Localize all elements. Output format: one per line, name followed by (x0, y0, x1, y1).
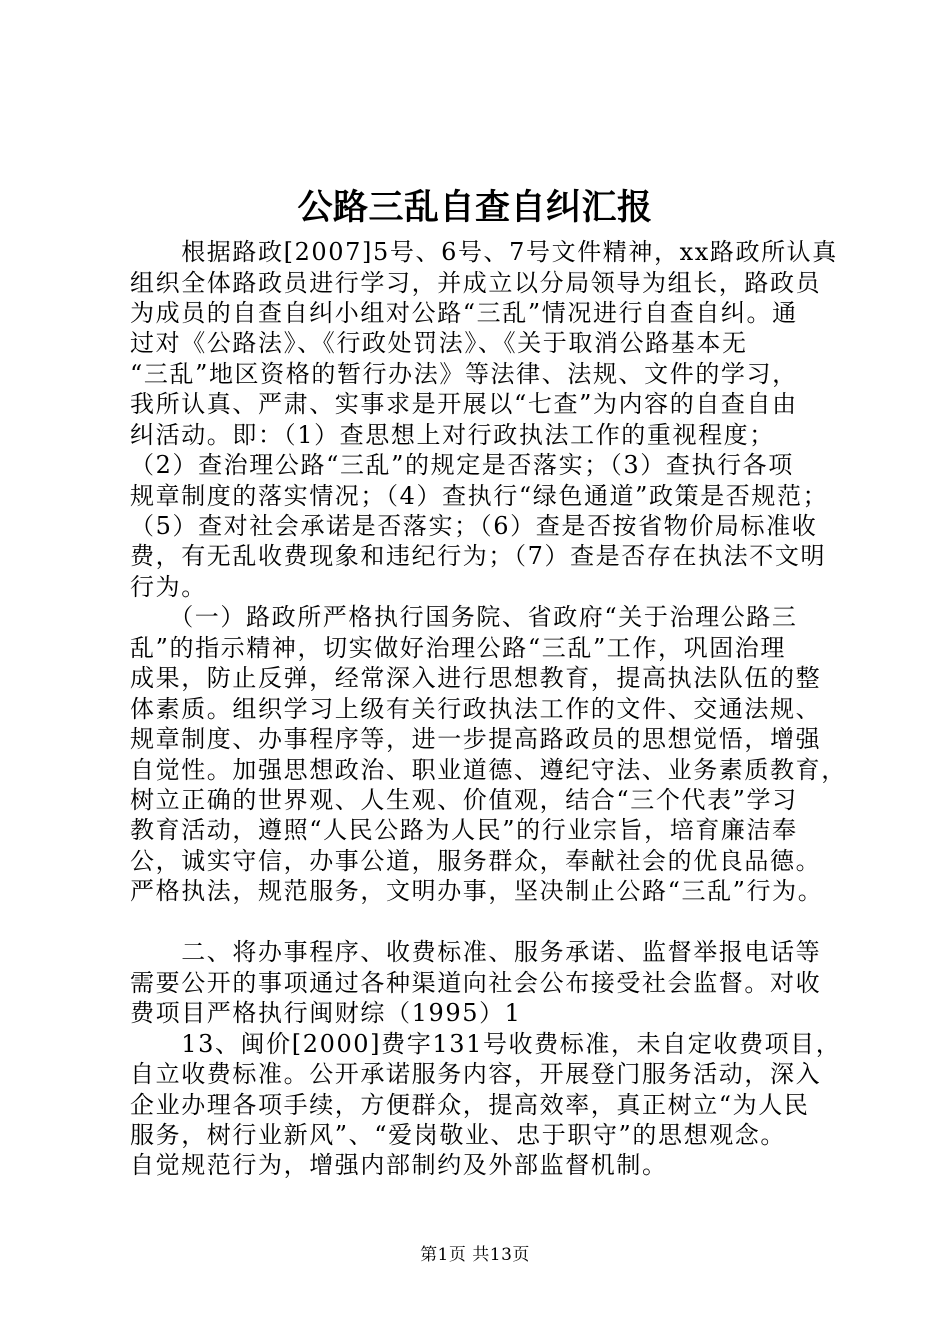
body-line: 体素质。组织学习上级有关行政执法工作的文件、交通法规、 (130, 695, 822, 723)
body-line: 需要公开的事项通过各种渠道向社会公布接受社会监督。对收 (130, 969, 822, 997)
body-line: 公，诚实守信，办事公道，服务群众，奉献社会的优良品德。 (130, 847, 822, 875)
body-line: 企业办理各项手续，方便群众，提高效率，真正树立“为人民 (130, 1091, 810, 1119)
body-line: 服务，树行业新风”、“爱岗敬业、忠于职守”的思想观念。 (130, 1121, 787, 1149)
body-line: 我所认真、严肃、实事求是开展以“七查”为内容的自查自由 (130, 390, 798, 418)
body-line: 规章制度的落实情况；（4）查执行“绿色通道”政策是否规范； (130, 482, 829, 510)
body-line: （5）查对社会承诺是否落实；（6）查是否按省物价局标准收 (130, 512, 818, 540)
body-line: 为成员的自查自纠小组对公路“三乱”情况进行自查自纠。通 (130, 299, 798, 327)
body-line: “三乱”地区资格的暂行办法》等法律、法规、文件的学习， (130, 360, 798, 388)
body-line: 费，有无乱收费现象和违纪行为；（7）查是否存在执法不文明 (130, 542, 827, 570)
body-line: 自觉性。加强思想政治、职业道德、遵纪守法、业务素质教育， (130, 756, 847, 784)
body-line: 自立收费标准。公开承诺服务内容，开展登门服务活动，深入 (130, 1060, 822, 1088)
body-line: 严格执法，规范服务，文明办事，坚决制止公路“三乱”行为。 (130, 877, 824, 905)
body-line: 组织全体路政员进行学习，并成立以分局领导为组长，路政员 (130, 269, 822, 297)
document-title: 公路三乱自查自纠汇报 (297, 188, 653, 228)
body-line: 树立正确的世界观、人生观、价值观，结合“三个代表”学习 (130, 786, 798, 814)
body-line: 二、将办事程序、收费标准、服务承诺、监督举报电话等 (130, 938, 822, 966)
body-line: 教育活动，遵照“人民公路为人民”的行业宗旨，培育廉洁奉 (130, 816, 798, 844)
body-line: 过对《公路法》、《行政处罚法》、《关于取消公路基本无 (130, 329, 748, 357)
body-line: 费项目严格执行闽财综（1995）1 (130, 999, 522, 1027)
body-line: （一）路政所严格执行国务院、省政府“关于治理公路三 (130, 603, 798, 631)
body-line: （2）查治理公路“三乱”的规定是否落实；（3）查执行各项 (130, 451, 794, 479)
body-line: 行为。 (130, 573, 207, 601)
body-line: 成果，防止反弹，经常深入进行思想教育，提高执法队伍的整 (130, 664, 822, 692)
body-line: 自觉规范行为，增强内部制约及外部监督机制。 (130, 1151, 668, 1179)
body-line: 13、闽价[2000]费字131号收费标准，未自定收费项目， (130, 1030, 842, 1058)
body-line: 纠活动。即：（1）查思想上对行政执法工作的重视程度； (130, 421, 775, 449)
body-line: 规章制度、办事程序等，进一步提高路政员的思想觉悟，增强 (130, 725, 822, 753)
page-number-footer: 第1页 共13页 (420, 1245, 530, 1265)
body-line: 根据路政[2007]5号、6号、7号文件精神，xx路政所认真 (130, 238, 838, 266)
body-line: 乱”的指示精神，切实做好治理公路“三乱”工作，巩固治理 (130, 634, 787, 662)
